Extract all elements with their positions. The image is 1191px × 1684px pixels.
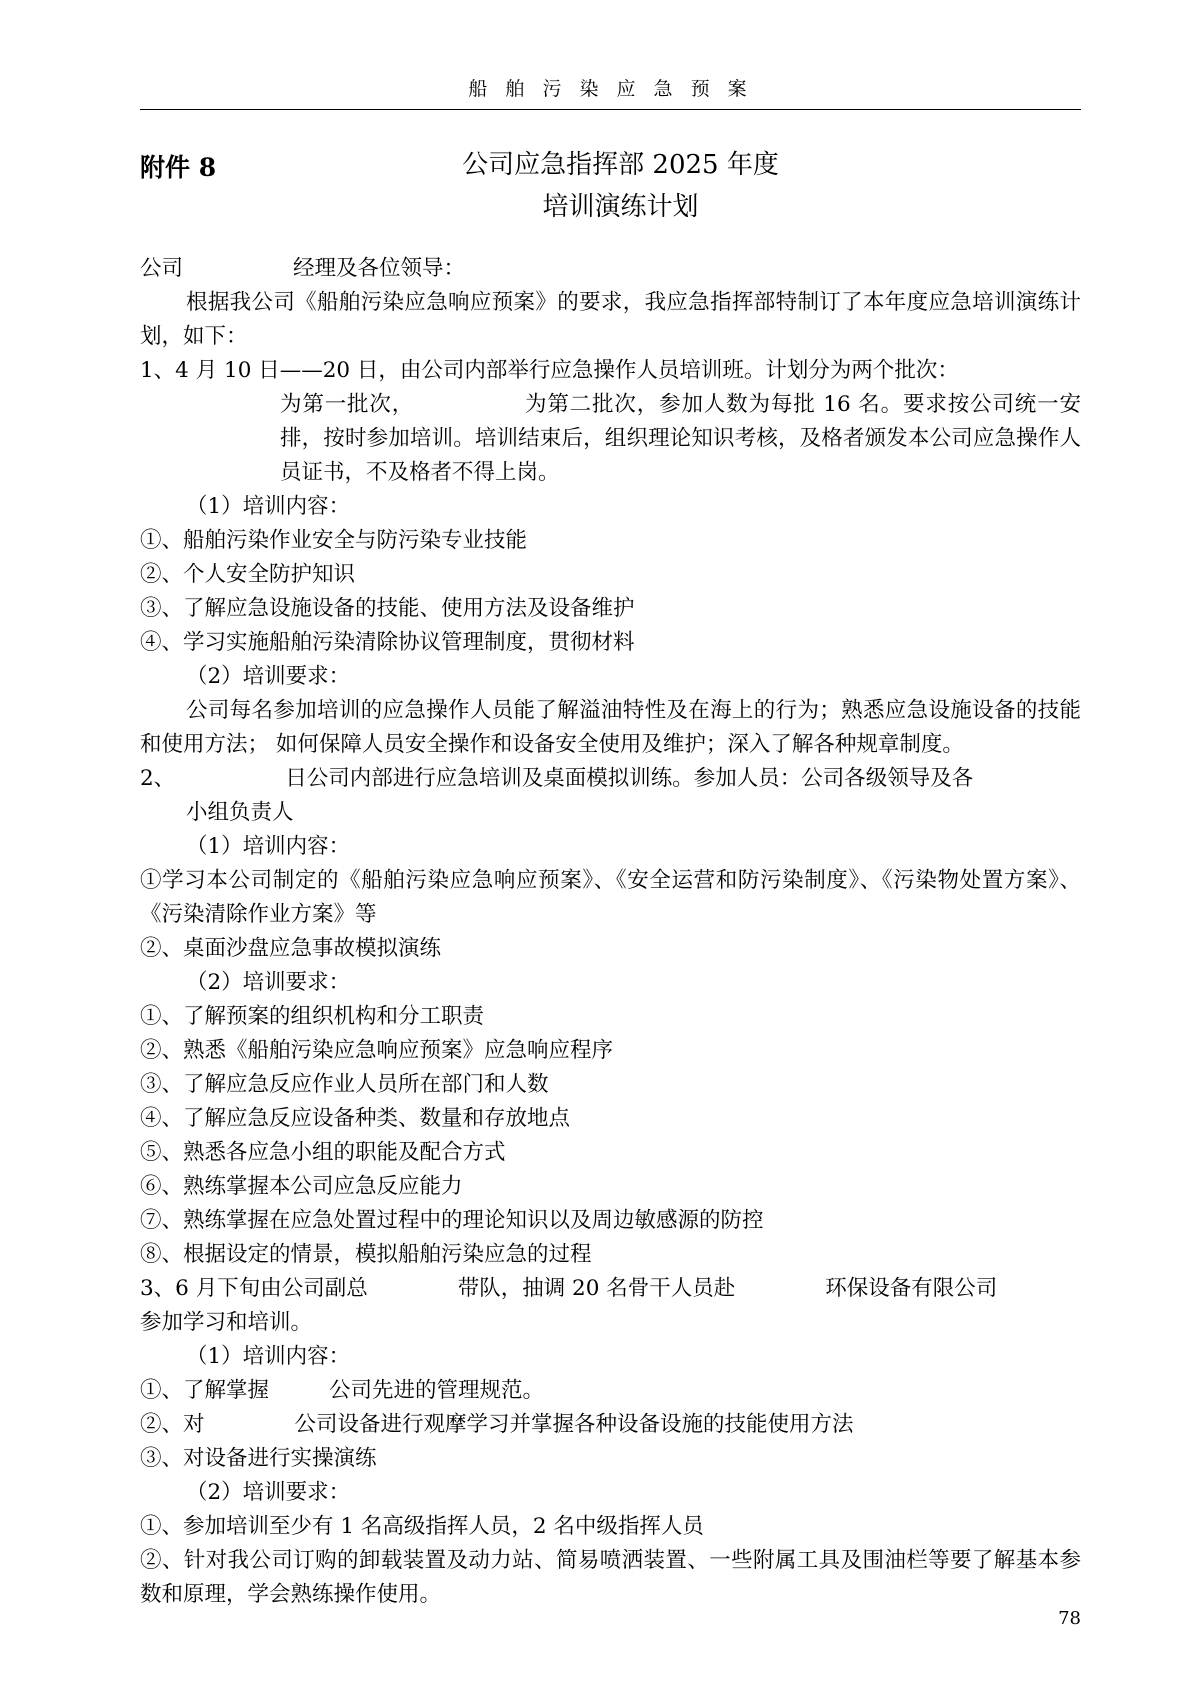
- section-3-requirement-heading: （2）培训要求：: [186, 1480, 351, 1505]
- list-item: ③、了解应急设施设备的技能、使用方法及设备维护: [140, 596, 635, 621]
- page-number: 78: [1058, 1608, 1081, 1629]
- list-item: ⑦、熟练掌握在应急处置过程中的理论知识以及周边敏感源的防控: [140, 1208, 764, 1233]
- item-2-number: 2、: [140, 766, 176, 791]
- list-item: ②、针对我公司订购的卸载装置及动力站、简易喷洒装置、一些附属工具及围油栏等要了解基本参数和原理，学会熟练操作使用。: [140, 1548, 1081, 1607]
- list-item: [140, 1408, 1081, 1442]
- list-item: ②、桌面沙盘应急事故模拟演练: [140, 936, 442, 961]
- list-item: ①、参加培训至少有 1 名高级指挥人员，2 名中级指挥人员: [140, 1514, 704, 1539]
- header-divider: [140, 109, 1081, 110]
- list-item: ②、熟悉《船舶污染应急响应预案》应急响应程序: [140, 1038, 614, 1063]
- list-item: ④、学习实施船舶污染清除协议管理制度，贯彻材料: [140, 630, 635, 655]
- item-2-heading: [140, 762, 1081, 796]
- section-1-content-heading: （1）培训内容：: [186, 494, 351, 519]
- section-3-item-2-b: 公司设备进行观摩学习并掌握各种设备设施的技能使用方法: [294, 1412, 854, 1437]
- section-2-content-heading: （1）培训内容：: [186, 834, 351, 859]
- section-2-requirement-heading: （2）培训要求：: [186, 970, 351, 995]
- section-1-requirement-heading: （2）培训要求：: [186, 664, 351, 689]
- section-3-content-heading: （1）培训内容：: [186, 1344, 351, 1369]
- item-3-heading: [140, 1272, 1081, 1306]
- salutation-line: [140, 252, 1081, 286]
- list-item: ④、了解应急反应设备种类、数量和存放地点: [140, 1106, 571, 1131]
- section-1-requirement-text: 公司每名参加培训的应急操作人员能了解溢油特性及在海上的行为；熟悉应急设施设备的技能和使用方法； 如何保障人员安全操作和设备安全使用及维护；深入了解各种规章制度。: [140, 698, 1081, 757]
- section-3-item-1-a: ①、了解掌握: [140, 1378, 270, 1403]
- title-line-1: 公司应急指挥部 2025 年度: [462, 150, 779, 180]
- attachment-label: 附件 8: [140, 153, 217, 182]
- item-1-batch-a: 为第一批次，: [280, 392, 415, 417]
- item-3-part-a: 3、6 月下旬由公司副总: [140, 1276, 368, 1301]
- running-head: 船 舶 污 染 应 急 预 案: [468, 78, 753, 100]
- document-body: [140, 252, 1081, 1612]
- list-item: ③、了解应急反应作业人员所在部门和人数: [140, 1072, 549, 1097]
- salutation-suffix: 经理及各位领导：: [293, 256, 466, 281]
- item-3-part-b: 带队，抽调 20 名骨干人员赴: [457, 1276, 736, 1301]
- item-2-text: 日公司内部进行应急培训及桌面模拟训练。参加人员：公司各级领导及各: [285, 766, 974, 791]
- title-block: [140, 144, 1081, 230]
- list-item: ①、船舶污染作业安全与防污染专业技能: [140, 528, 528, 553]
- section-3-item-1-b: 公司先进的管理规范。: [329, 1378, 545, 1403]
- intro-paragraph: 根据我公司《船舶污染应急响应预案》的要求，我应急指挥部特制订了本年度应急培训演练计划，如下：: [140, 290, 1081, 349]
- list-item: [140, 1374, 1081, 1408]
- list-item: ⑧、根据设定的情景，模拟船舶污染应急的过程: [140, 1242, 592, 1267]
- item-1-batch-b: 为第二批次，参加人数为每批 16 名。要求按公司统一安排，按时参加培训。培训结束后，组织理论知识考核，及格者颁发本公司应急操作人员证书，不及格者不得上岗。: [280, 392, 1081, 485]
- list-item: ⑥、熟练掌握本公司应急反应能力: [140, 1174, 463, 1199]
- page-title: [140, 144, 1081, 228]
- item-3-part-c: 环保设备有限公司: [825, 1276, 998, 1301]
- list-item: ②、个人安全防护知识: [140, 562, 356, 587]
- list-item: ①、了解预案的组织机构和分工职责: [140, 1004, 485, 1029]
- salutation-prefix: 公司: [140, 256, 184, 281]
- item-1-heading: 1、4 月 10 日——20 日，由公司内部举行应急操作人员培训班。计划分为两个批次：: [140, 358, 959, 383]
- list-item: ①学习本公司制定的《船舶污染应急响应预案》、《安全运营和防污染制度》、《污染物处置方案》、《污染清除作业方案》等: [140, 868, 1081, 927]
- title-line-2: 培训演练计划: [542, 192, 699, 222]
- item-2-heading-continued: 小组负责人: [186, 800, 294, 825]
- list-item: ⑤、熟悉各应急小组的职能及配合方式: [140, 1140, 506, 1165]
- item-3-continued: 参加学习和培训。: [140, 1310, 313, 1335]
- list-item: ③、对设备进行实操演练: [140, 1446, 377, 1471]
- section-3-item-2-a: ②、对: [140, 1412, 205, 1437]
- item-1-sub-paragraph: [140, 388, 1081, 490]
